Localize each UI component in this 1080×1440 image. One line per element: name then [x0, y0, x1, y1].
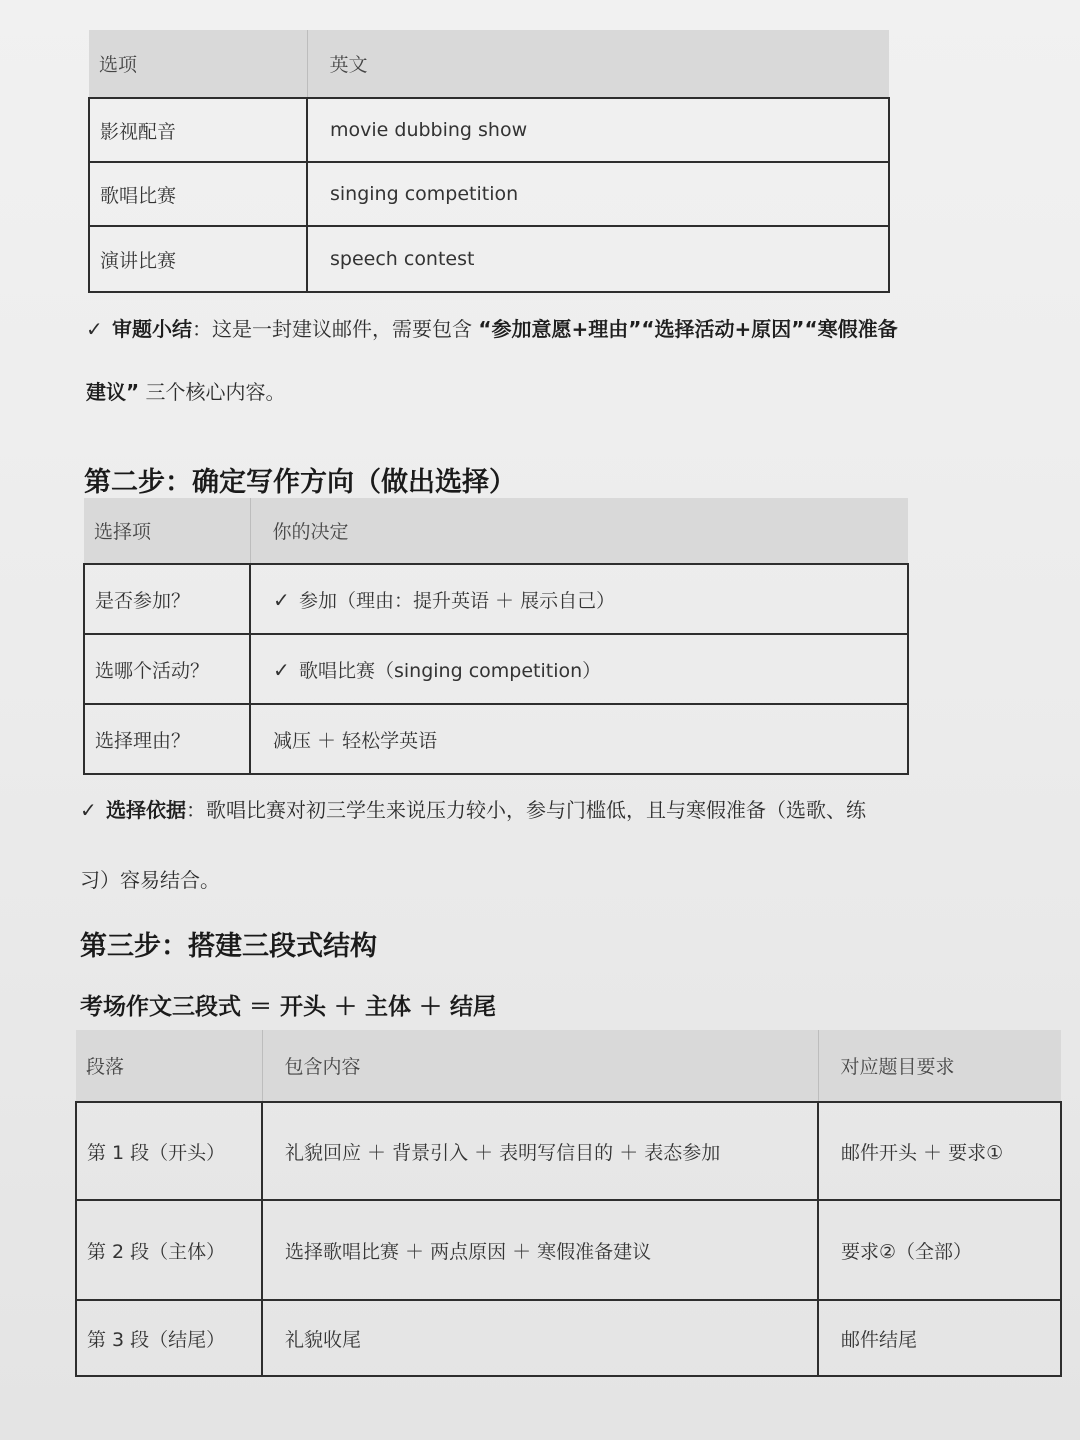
summary-label: 审题小结: [112, 317, 192, 341]
check-icon: ✓: [273, 587, 290, 612]
header-english: 英文: [307, 30, 889, 98]
table-row: [89, 98, 889, 162]
table-row: [76, 1300, 1061, 1376]
check-icon: ✓: [86, 317, 103, 341]
answer-text: 减压 ＋ 轻松学英语: [273, 729, 438, 752]
review-summary-line2: [86, 376, 286, 405]
answer-text: 参加（理由：提升英语 ＋ 展示自己）: [299, 589, 616, 612]
check-icon: ✓: [273, 657, 290, 682]
table-row: [84, 634, 908, 704]
question-cell: 选择理由？: [84, 704, 250, 774]
option-cell: 演讲比赛: [89, 226, 307, 292]
summary-bold-text-2: 建议”: [86, 380, 140, 404]
table-header-row: [89, 30, 889, 98]
activity-options-table: [88, 30, 890, 293]
content-cell: 礼貌收尾: [262, 1300, 818, 1376]
header-choice: 选择项: [84, 498, 250, 564]
review-summary-line1: [86, 313, 898, 342]
summary-bold-text: “参加意愿+理由”“选择活动+原因”“寒假准备: [478, 317, 898, 341]
basis-label: 选择依据: [106, 798, 186, 822]
content-cell: 选择歌唱比赛 ＋ 两点原因 ＋ 寒假准备建议: [262, 1200, 818, 1300]
english-cell: speech contest: [307, 226, 889, 292]
basis-colon: ：: [186, 798, 206, 822]
decision-table: [83, 498, 909, 775]
table-row: [89, 162, 889, 226]
header-paragraph: 段落: [76, 1030, 262, 1102]
english-cell: singing competition: [307, 162, 889, 226]
requirement-cell: 邮件结尾: [818, 1300, 1061, 1376]
basis-line2: 习）容易结合。: [80, 868, 220, 892]
paragraph-cell: 第 1 段（开头）: [76, 1102, 262, 1200]
english-cell: movie dubbing show: [307, 98, 889, 162]
requirement-cell: 要求②（全部）: [818, 1200, 1061, 1300]
header-requirement: 对应题目要求: [818, 1030, 1061, 1102]
table-row: [76, 1200, 1061, 1300]
answer-cell: [250, 634, 908, 704]
table-row: [76, 1102, 1061, 1200]
step3-title: 第三步：搭建三段式结构: [80, 931, 377, 962]
requirement-cell: 邮件开头 ＋ 要求①: [818, 1102, 1061, 1200]
check-icon: ✓: [80, 798, 97, 822]
table-row: [84, 564, 908, 634]
structure-formula: 考场作文三段式 ＝ 开头 ＋ 主体 ＋ 结尾: [80, 994, 497, 1020]
question-cell: 选哪个活动？: [84, 634, 250, 704]
header-option: 选项: [89, 30, 307, 98]
step2-title: 第二步：确定写作方向（做出选择）: [84, 467, 516, 498]
table-row: [89, 226, 889, 292]
header-content: 包含内容: [262, 1030, 818, 1102]
answer-text: 歌唱比赛（singing competition）: [299, 659, 602, 682]
paragraph-cell: 第 3 段（结尾）: [76, 1300, 262, 1376]
table-header-row: [84, 498, 908, 564]
question-cell: 是否参加？: [84, 564, 250, 634]
option-cell: 影视配音: [89, 98, 307, 162]
summary-text-2: 三个核心内容。: [139, 380, 286, 404]
basis-text: 歌唱比赛对初三学生来说压力较小，参与门槛低，且与寒假准备（选歌、练: [206, 798, 866, 822]
summary-colon: ：: [192, 317, 212, 341]
header-decision: 你的决定: [250, 498, 908, 564]
option-cell: 歌唱比赛: [89, 162, 307, 226]
answer-cell: [250, 564, 908, 634]
table-header-row: [76, 1030, 1061, 1102]
summary-text: 这是一封建议邮件，需要包含: [212, 317, 479, 341]
content-cell: 礼貌回应 ＋ 背景引入 ＋ 表明写信目的 ＋ 表态参加: [262, 1102, 818, 1200]
table-row: [84, 704, 908, 774]
paragraph-cell: 第 2 段（主体）: [76, 1200, 262, 1300]
basis-line1: [80, 794, 866, 823]
answer-cell: [250, 704, 908, 774]
structure-table: [75, 1030, 1062, 1377]
